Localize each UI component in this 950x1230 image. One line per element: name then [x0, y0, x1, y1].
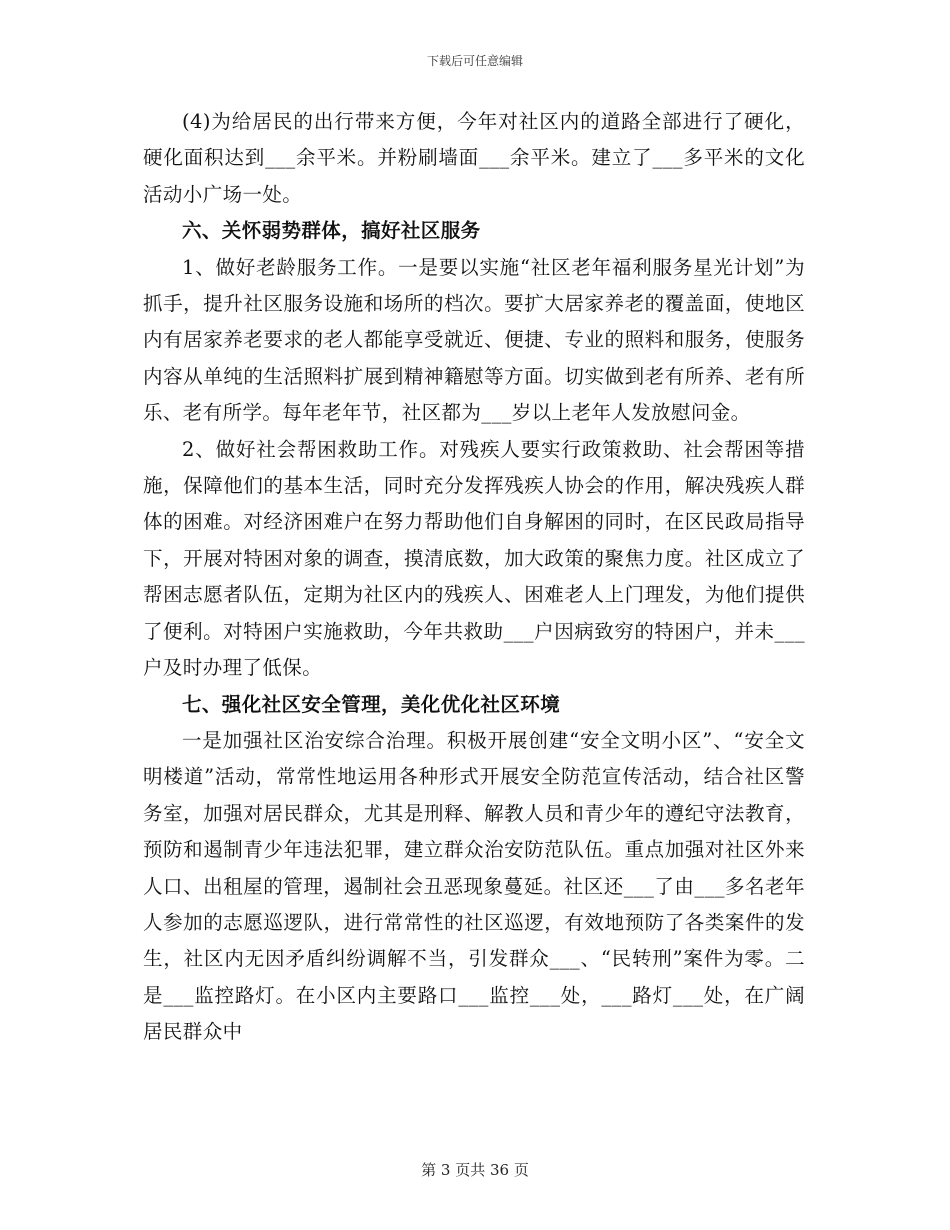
paragraph-social-assistance: 2、做好社会帮困救助工作。对残疾人要实行政策救助、社会帮困等措施，保障他们的基本生活，同时充分发挥残疾人协会的作用，解决残疾人群体的困难。对经济困难户在努力帮助他们自身解困的同时，在区民政局指导下，开展对特困对象的调查，摸清底数，加大政策的聚焦力度。社区成立了帮困志愿者队伍，定期为社区内的残疾人、困难老人上门理发，为他们提供了便利。对特困户实施救助，今年共救助___户因病致穷的特困户，并未___户及时办理了低保。	[143, 437, 805, 680]
paragraph-public-security: 一是加强社区治安综合治理。积极开展创建“安全文明小区”、“安全文明楼道”活动，常常性地运用各种形式开展安全防范宣传活动，结合社区警务室，加强对居民群众，尤其是刑释、解教人员和青少年的遵纪守法教育，预防和遏制青少年违法犯罪，建立群众治安防范队伍。重点加强对社区外来人口、出租屋的管理，遏制社会丑恶现象蔓延。社区还___了由___多名老年人参加的志愿巡逻队，进行常常性的社区巡逻，有效地预防了各类案件的发生，社区内无因矛盾纠纷调解不当，引发群众___、“民转刑”案件为零。二是___监控路灯。在小区内主要路口___监控___处，___路灯___处，在广阔居民群众中	[143, 728, 805, 1044]
section-heading-7: 七、强化社区安全管理，美化优化社区环境	[182, 692, 561, 716]
section-heading-6: 六、关怀弱势群体，搞好社区服务	[182, 219, 481, 243]
paragraph-elderly-service: 1、做好老龄服务工作。一是要以实施“社区老年福利服务星光计划”为抓手，提升社区服务设施和场所的档次。要扩大居家养老的覆盖面，使地区内有居家养老要求的老人都能享受就近、便捷、专业的照料和服务，使服务内容从单纯的生活照料扩展到精神籍慰等方面。切实做到老有所养、老有所乐、老有所学。每年老年节，社区都为___岁以上老年人发放慰问金。	[143, 255, 805, 425]
page-header: 下载后可任意编辑	[426, 54, 523, 68]
page-footer: 第 3 页共 36 页	[421, 1161, 529, 1179]
document-body	[143, 104, 805, 1051]
paragraph-road-hardening: (4)为给居民的出行带来方便，今年对社区内的道路全部进行了硬化，硬化面积达到___余平米。并粉刷墙面___余平米。建立了___多平米的文化活动小广场一处。	[143, 110, 805, 206]
